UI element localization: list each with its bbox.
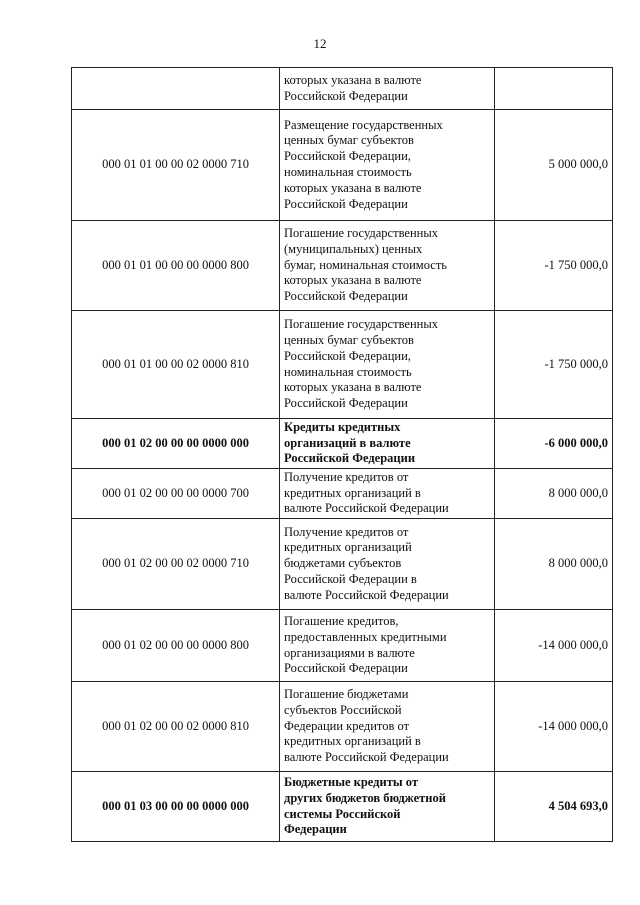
amount-cell: -14 000 000,0: [495, 610, 613, 682]
description-line: субъектов Российской: [284, 702, 402, 717]
description-line: (муниципальных) ценных: [284, 241, 423, 256]
description-line: ценных бумаг субъектов: [284, 332, 414, 347]
description-cell: [280, 221, 495, 311]
description-line: Получение кредитов от: [284, 524, 409, 539]
table-body: [72, 68, 613, 842]
description-line: Российской Федерации: [284, 196, 408, 211]
description-line: Российской Федерации: [284, 88, 408, 103]
description-line: номинальная стоимость: [284, 364, 412, 379]
amount-cell: -14 000 000,0: [495, 682, 613, 772]
description-line: номинальная стоимость: [284, 165, 412, 179]
description-line: Российской Федерации: [284, 396, 408, 411]
description-cell: [280, 311, 495, 419]
amount-cell: 8 000 000,0: [495, 469, 613, 519]
description-line: бумаг, номинальная стоимость: [284, 257, 447, 272]
table-row: [72, 110, 613, 221]
description-line: которых указана в валюте: [284, 72, 422, 87]
description-line: Российской Федерации: [284, 451, 416, 466]
classification-code-cell: 000 01 02 00 00 02 0000 810: [72, 682, 280, 772]
description-line: других бюджетов бюджетной: [284, 790, 446, 805]
description-line: Российской Федерации: [284, 661, 408, 676]
description-line: организаций в валюте: [284, 435, 411, 450]
table-row: [72, 519, 613, 610]
description-line: Погашение государственных: [284, 317, 438, 332]
description-line: Федерации: [284, 822, 347, 837]
amount-cell: 5 000 000,0: [495, 110, 613, 221]
table-row: [72, 68, 613, 110]
description-line: Российской Федерации в: [284, 571, 417, 586]
description-line: Федерации кредитов от: [284, 718, 410, 733]
classification-code-cell: 000 01 01 00 00 02 0000 810: [72, 311, 280, 419]
description-line: Российской Федерации: [284, 289, 408, 304]
description-line: системы Российской: [284, 806, 401, 821]
classification-code-cell: 000 01 03 00 00 00 0000 000: [72, 772, 280, 842]
description-line: Бюджетные кредиты от: [284, 774, 418, 789]
description-line: Погашение государственных: [284, 226, 438, 240]
description-cell: [280, 469, 495, 519]
description-line: Российской Федерации,: [284, 149, 411, 164]
description-cell: [280, 419, 495, 469]
table-row: [72, 469, 613, 519]
description-line: организациями в валюте: [284, 645, 415, 660]
table-row: [72, 221, 613, 311]
amount-cell: 4 504 693,0: [495, 772, 613, 842]
table-row: [72, 682, 613, 772]
description-line: валюте Российской Федерации: [284, 501, 449, 516]
description-line: которых указана в валюте: [284, 180, 422, 195]
description-line: которых указана в валюте: [284, 273, 422, 288]
amount-cell: [495, 68, 613, 110]
description-line: Кредиты кредитных: [284, 419, 401, 434]
description-cell: [280, 519, 495, 610]
description-line: которых указана в валюте: [284, 380, 422, 395]
description-line: валюте Российской Федерации: [284, 587, 449, 602]
description-cell: [280, 110, 495, 221]
description-line: Погашение кредитов,: [284, 613, 399, 628]
amount-cell: -1 750 000,0: [495, 311, 613, 419]
description-line: Размещение государственных: [284, 117, 443, 132]
amount-cell: -1 750 000,0: [495, 221, 613, 311]
description-cell: [280, 682, 495, 772]
classification-code-cell: 000 01 02 00 00 00 0000 800: [72, 610, 280, 682]
classification-code-cell: 000 01 02 00 00 02 0000 710: [72, 519, 280, 610]
classification-code-cell: 000 01 01 00 00 02 0000 710: [72, 110, 280, 221]
description-line: Российской Федерации,: [284, 348, 411, 363]
description-line: Получение кредитов от: [284, 469, 409, 484]
amount-cell: -6 000 000,0: [495, 419, 613, 469]
description-cell: [280, 772, 495, 842]
classification-code-cell: 000 01 02 00 00 00 0000 700: [72, 469, 280, 519]
classification-code-cell: 000 01 01 00 00 00 0000 800: [72, 221, 280, 311]
description-cell: [280, 610, 495, 682]
description-line: кредитных организаций в: [284, 485, 421, 500]
classification-code-cell: 000 01 02 00 00 00 0000 000: [72, 419, 280, 469]
table-row: [72, 610, 613, 682]
description-line: кредитных организаций в: [284, 734, 421, 749]
page-number: 12: [313, 36, 327, 51]
description-line: бюджетами субъектов: [284, 556, 402, 571]
table-row: [72, 772, 613, 842]
classification-code-cell: [72, 68, 280, 110]
description-line: ценных бумаг субъектов: [284, 133, 414, 148]
description-line: Погашение бюджетами: [284, 687, 409, 701]
description-line: кредитных организаций: [284, 540, 412, 555]
description-line: предоставленных кредитными: [284, 629, 447, 644]
description-cell: [280, 68, 495, 110]
table-row: [72, 419, 613, 469]
budget-sources-table: [71, 67, 613, 842]
description-line: валюте Российской Федерации: [284, 750, 449, 765]
table-row: [72, 311, 613, 419]
amount-cell: 8 000 000,0: [495, 519, 613, 610]
